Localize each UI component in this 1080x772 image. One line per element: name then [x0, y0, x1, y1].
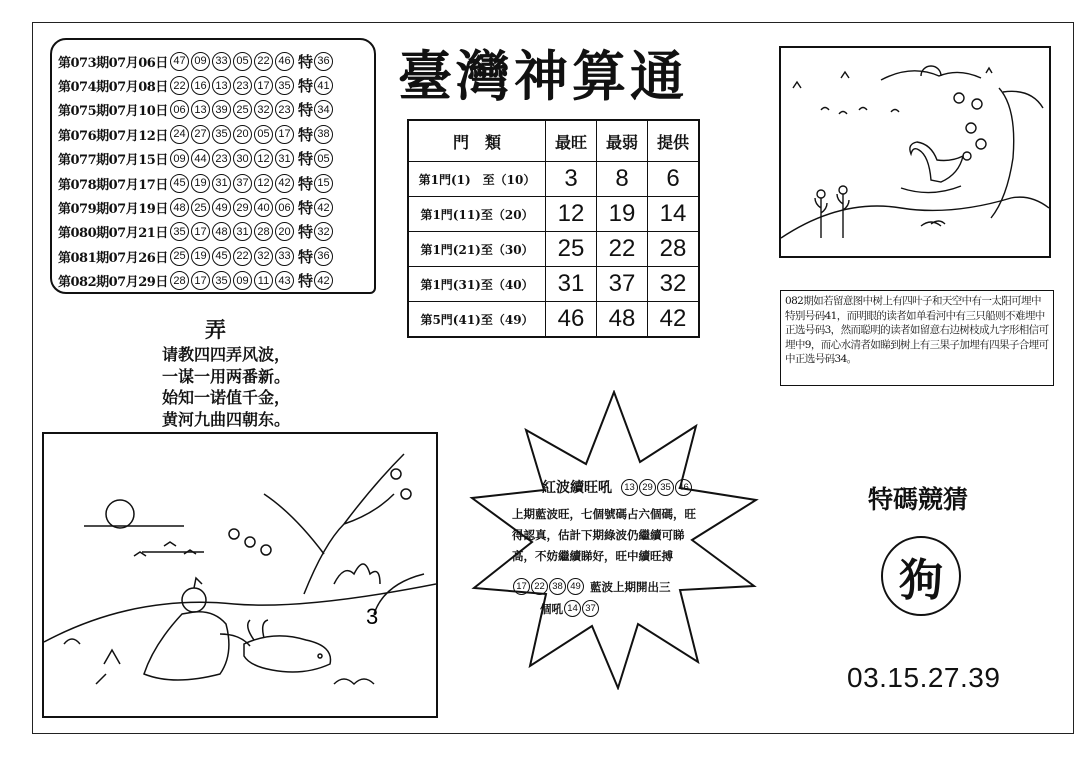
offer-number: 32 [648, 267, 700, 302]
special-ball: 05 [314, 149, 333, 168]
number-ball: 32 [254, 247, 273, 266]
number-ball: 25 [233, 100, 252, 119]
table-header: 提供 [648, 120, 700, 162]
special-ball: 38 [314, 125, 333, 144]
history-box [50, 38, 376, 294]
history-row [58, 244, 370, 268]
special-marker: 特 [298, 101, 314, 120]
number-ball: 22 [233, 247, 252, 266]
blue-ball: 38 [549, 578, 566, 595]
number-ball: 25 [191, 198, 210, 217]
offer-number: 28 [648, 232, 700, 267]
number-ball: 19 [191, 174, 210, 193]
poem-line: 黄河九曲四朝东。 [162, 409, 291, 429]
number-ball: 32 [254, 100, 273, 119]
number-ball: 17 [275, 125, 294, 144]
special-marker: 特 [298, 150, 314, 169]
number-ball: 06 [275, 198, 294, 217]
number-ball: 20 [275, 222, 294, 241]
number-ball: 35 [212, 125, 231, 144]
special-ball: 32 [314, 222, 333, 241]
draw-label: 第076期07月12日 [58, 128, 168, 144]
blue-ball: 17 [513, 578, 530, 595]
cold-number: 8 [597, 162, 648, 197]
history-row [58, 98, 370, 122]
draw-label: 第078期07月17日 [58, 177, 168, 193]
number-ball: 12 [254, 174, 273, 193]
draw-label: 第077期07月15日 [58, 153, 168, 169]
number-ball: 17 [191, 271, 210, 290]
number-ball: 44 [191, 149, 210, 168]
number-ball: 17 [254, 76, 273, 95]
row-label: 第1門(21)至（30） [408, 232, 546, 267]
draw-label: 第074期07月08日 [58, 80, 168, 96]
number-ball: 23 [233, 76, 252, 95]
number-ball: 33 [275, 247, 294, 266]
row-label: 第1門(1) 至（10） [408, 162, 546, 197]
number-ball: 22 [254, 52, 273, 71]
draw-label: 第080期07月21日 [58, 226, 168, 242]
number-ball: 48 [212, 222, 231, 241]
poem-title: 弄 [205, 317, 226, 342]
riddle-explanation: 082期如若留意图中树上有四叶子和天空中有一太阳可埋中特别号码41，而明眼的读者如单看河中有三只船则不难埋中正选号码3，然而聪明的读者如留意右边树枝成九字形相信可埋中9，而心水清者如睇到树上有三果子加埋有四果子合埋可中正选号码34。 [780, 290, 1054, 386]
offer-number: 14 [648, 197, 700, 232]
special-ball: 42 [314, 198, 333, 217]
number-ball: 43 [275, 271, 294, 290]
goose-river-drawing [781, 48, 1049, 256]
history-row [58, 195, 370, 219]
star-last-line [540, 600, 599, 617]
special-ball: 42 [314, 271, 333, 290]
special-marker: 特 [298, 272, 314, 291]
table-row [408, 267, 699, 302]
history-row [58, 122, 370, 146]
draw-label: 第081期07月26日 [58, 250, 168, 266]
number-ball: 09 [170, 149, 189, 168]
cold-number: 22 [597, 232, 648, 267]
special-ball: 36 [314, 52, 333, 71]
number-ball: 19 [191, 247, 210, 266]
number-ball: 09 [233, 271, 252, 290]
history-row [58, 269, 370, 293]
number-ball: 22 [170, 76, 189, 95]
number-ball: 40 [254, 198, 273, 217]
hot-number: 25 [546, 232, 597, 267]
number-ball: 37 [233, 174, 252, 193]
table-header: 門 類 [408, 120, 546, 162]
number-ball: 28 [170, 271, 189, 290]
poem-line: 始知一诺值千金， [162, 388, 291, 407]
star-blue-balls [512, 578, 671, 595]
number-ball: 30 [233, 149, 252, 168]
history-row [58, 220, 370, 244]
number-ball: 06 [170, 100, 189, 119]
row-label: 第1門(31)至（40） [408, 267, 546, 302]
star-body-text: 上期藍波旺，七個號碼占六個碼，旺得認真，估計下期綠波仍繼續可睇高，不妨繼續睇好，旺中續旺搏 [512, 507, 696, 563]
number-ball: 25 [170, 247, 189, 266]
boy-rabbit-drawing [44, 434, 436, 716]
number-ball: 16 [191, 76, 210, 95]
number-ball: 05 [233, 52, 252, 71]
special-marker: 特 [298, 223, 314, 242]
blue-ball: 22 [531, 578, 548, 595]
hot-number: 46 [546, 302, 597, 338]
cold-number: 37 [597, 267, 648, 302]
number-ball: 35 [170, 222, 189, 241]
special-marker: 特 [298, 247, 314, 266]
special-ball: 34 [314, 100, 333, 119]
number-ball: 45 [212, 247, 231, 266]
number-ball: 47 [170, 52, 189, 71]
number-ball: 13 [191, 100, 210, 119]
special-marker: 特 [298, 125, 314, 144]
number-ball: 11 [254, 271, 273, 290]
table-row [408, 232, 699, 267]
special-ball: 36 [314, 247, 333, 266]
number-ball: 45 [170, 174, 189, 193]
picture-label: 3 [366, 604, 379, 629]
offer-number: 6 [648, 162, 700, 197]
history-row [58, 147, 370, 171]
hot-number: 12 [546, 197, 597, 232]
cold-number: 19 [597, 197, 648, 232]
number-ball: 27 [191, 125, 210, 144]
category-table [407, 119, 700, 338]
number-ball: 28 [254, 222, 273, 241]
red-ball: 13 [621, 479, 638, 496]
riddle-illustration [779, 46, 1051, 258]
boy-rabbit-illustration [42, 432, 438, 718]
number-ball: 31 [233, 222, 252, 241]
draw-label: 第073期07月06日 [58, 55, 168, 71]
star-headline-text: 紅波續旺吼 [542, 480, 612, 496]
ball: 14 [564, 600, 581, 617]
number-ball: 35 [212, 271, 231, 290]
history-row [58, 73, 370, 97]
table-header: 最旺 [546, 120, 597, 162]
draw-label: 第082期07月29日 [58, 275, 168, 291]
number-ball: 31 [212, 174, 231, 193]
poem [162, 344, 290, 430]
number-ball: 23 [275, 100, 294, 119]
poem-line: 一谋一用两番新。 [162, 366, 291, 386]
table-row [408, 302, 699, 338]
star-tail-text: 藍波上期開出三 [590, 579, 671, 594]
number-ball: 39 [212, 100, 231, 119]
row-label: 第1門(11)至（20） [408, 197, 546, 232]
number-ball: 31 [275, 149, 294, 168]
hot-number: 31 [546, 267, 597, 302]
table-row [408, 197, 699, 232]
number-ball: 09 [191, 52, 210, 71]
cold-number: 48 [597, 302, 648, 338]
row-label: 第5門(41)至（49） [408, 302, 546, 338]
number-ball: 46 [275, 52, 294, 71]
number-ball: 33 [212, 52, 231, 71]
number-ball: 23 [212, 149, 231, 168]
draw-label: 第075期07月10日 [58, 104, 168, 120]
number-ball: 48 [170, 198, 189, 217]
guess-numbers: 03.15.27.39 [847, 662, 1001, 693]
special-ball: 41 [314, 76, 333, 95]
number-ball: 05 [254, 125, 273, 144]
red-ball: 46 [675, 479, 692, 496]
special-guess-title: 特碼競猜 [868, 485, 969, 514]
number-ball: 42 [275, 174, 294, 193]
red-ball: 35 [657, 479, 674, 496]
number-ball: 12 [254, 149, 273, 168]
number-ball: 13 [212, 76, 231, 95]
star-headline [542, 477, 692, 497]
ball: 37 [582, 600, 599, 617]
table-row [408, 162, 699, 197]
hot-number: 3 [546, 162, 597, 197]
table-header: 最弱 [597, 120, 648, 162]
poem-line: 请教四四弄风波， [162, 345, 291, 364]
zodiac-badge: 狗 [881, 536, 961, 616]
special-ball: 15 [314, 174, 333, 193]
number-ball: 35 [275, 76, 294, 95]
special-marker: 特 [298, 52, 314, 71]
special-marker: 特 [298, 77, 314, 96]
history-row [58, 49, 370, 73]
number-ball: 17 [191, 222, 210, 241]
number-ball: 20 [233, 125, 252, 144]
page-title: 臺灣神算通 [398, 44, 688, 108]
special-marker: 特 [298, 199, 314, 218]
number-ball: 49 [212, 198, 231, 217]
number-ball: 24 [170, 125, 189, 144]
star-tail2-text: 個吼 [540, 601, 563, 616]
history-row [58, 171, 370, 195]
offer-number: 42 [648, 302, 700, 338]
special-marker: 特 [298, 174, 314, 193]
draw-label: 第079期07月19日 [58, 202, 168, 218]
blue-ball: 49 [567, 578, 584, 595]
number-ball: 29 [233, 198, 252, 217]
red-ball: 29 [639, 479, 656, 496]
